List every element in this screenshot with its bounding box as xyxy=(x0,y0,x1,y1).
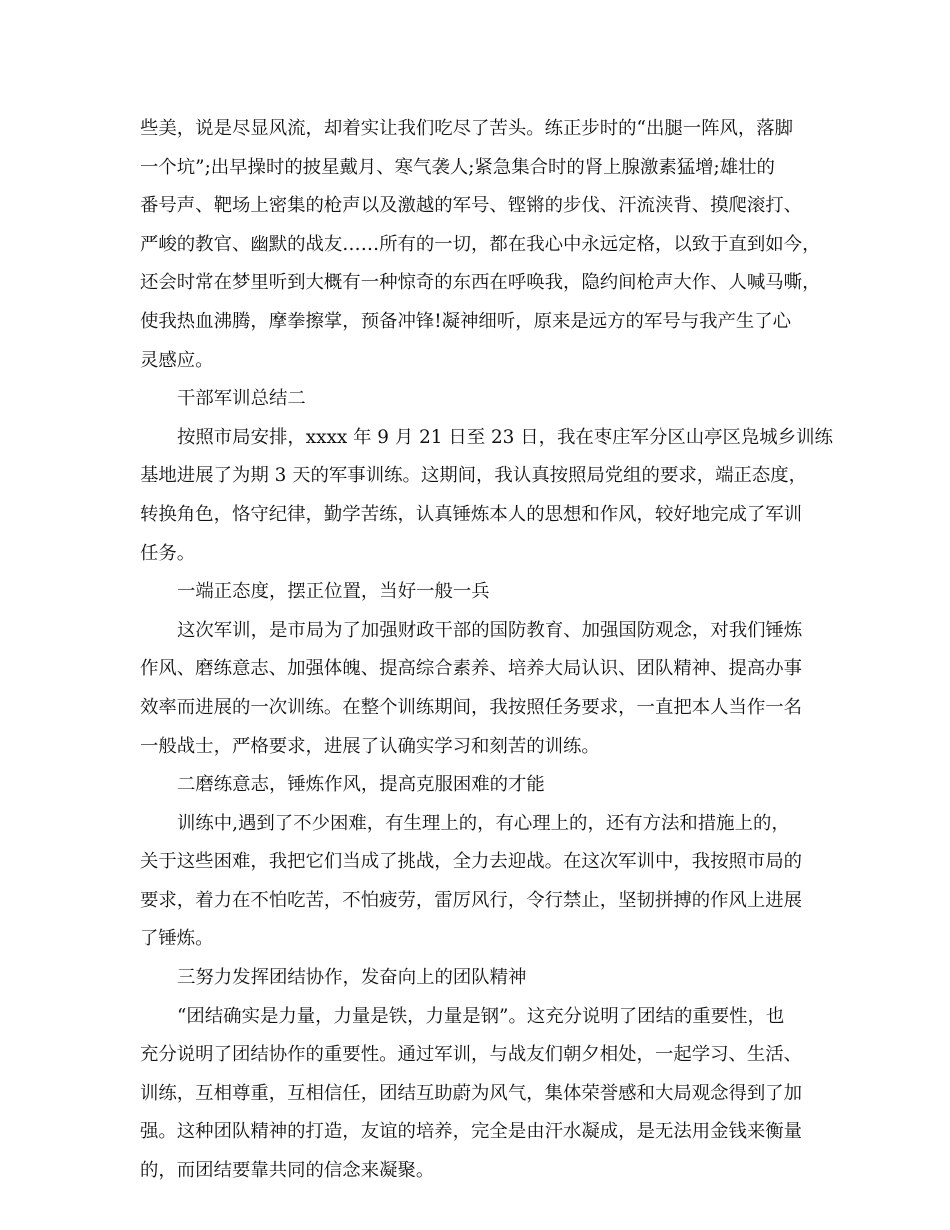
text-line: 训练，互相尊重，互相信任，团结互助蔚为风气，集体荣誉感和大局观念得到了加 xyxy=(140,1082,803,1104)
text-line: 还会时常在梦里听到大概有一种惊奇的东西在呼唤我，隐约间枪声大作、人喊马嘶， xyxy=(140,272,821,294)
text-line: 严峻的教官、幽默的战友……所有的一切，都在我心中永远定格，以致于直到如今， xyxy=(140,233,821,255)
text-line: 了锤炼。 xyxy=(140,928,214,950)
text-line: 任务。 xyxy=(140,542,196,564)
text-line: “团结确实是力量，力量是铁，力量是钢”。这充分说明了团结的重要性，也 xyxy=(177,1005,785,1027)
text-line: 作风、磨练意志、加强体魄、提高综合素养、培养大局认识、团队精神、提高办事 xyxy=(140,658,803,680)
text-line: 强。这种团队精神的打造，友谊的培养，完全是由汗水凝成，是无法用金钱来衡量 xyxy=(140,1121,803,1143)
text-line: 一端正态度，摆正位置，当好一般一兵 xyxy=(177,581,490,603)
text-line: 灵感应。 xyxy=(140,349,214,371)
text-line: 转换角色，恪守纪律，勤学苦练，认真锤炼本人的思想和作风，较好地完成了军训 xyxy=(140,503,803,525)
text-line: 一个坑”;出早操时的披星戴月、寒气袭人;紧急集合时的肾上腺激素猛增;雄壮的 xyxy=(140,156,775,178)
text-line: 二磨练意志，锤炼作风，提高克服困难的才能 xyxy=(177,774,545,796)
text-line: 些美，说是尽显风流，却着实让我们吃尽了苦头。练正步时的“出腿一阵风，落脚 xyxy=(140,118,794,139)
text-line: 番号声、靶场上密集的枪声以及激越的军号、铿锵的步伐、汗流浃背、摸爬滚打、 xyxy=(140,195,803,217)
text-line: 干部军训总结二 xyxy=(177,388,306,410)
text-line: 要求，着力在不怕吃苦，不怕疲劳，雷厉风行，令行禁止，坚韧拼搏的作风上进展 xyxy=(140,889,803,911)
text-line: 充分说明了团结协作的重要性。通过军训，与战友们朝夕相处，一起学习、生活、 xyxy=(140,1044,803,1066)
text-line: 效率而进展的一次训练。在整个训练期间，我按照任务要求，一直把本人当作一名 xyxy=(140,696,803,718)
document-body xyxy=(140,110,833,1191)
text-line: 关于这些困难，我把它们当成了挑战，全力去迎战。在这次军训中，我按照市局的 xyxy=(140,851,803,873)
text-line: 这次军训，是市局为了加强财政干部的国防教育、加强国防观念，对我们锤炼 xyxy=(177,619,803,641)
text-line: 训练中,遇到了不少困难，有生理上的，有心理上的，还有方法和措施上的， xyxy=(177,812,790,834)
text-line: 使我热血沸腾，摩拳擦掌，预备冲锋!凝神细听，原来是远方的军号与我产生了心 xyxy=(140,310,792,332)
text-line: 基地进展了为期 3 天的军事训练。这期间，我认真按照局党组的要求，端正态度， xyxy=(140,465,808,487)
text-line: 三努力发挥团结协作，发奋向上的团队精神 xyxy=(177,967,527,989)
text-line: 按照市局安排，xxxx 年 9 月 21 日至 23 日，我在枣庄军分区山亭区凫城乡训练 xyxy=(177,426,833,448)
text-line: 的，而团结要靠共同的信念来凝聚。 xyxy=(140,1160,435,1182)
text-line: 一般战士，严格要求，进展了认确实学习和刻苦的训练。 xyxy=(140,735,600,757)
